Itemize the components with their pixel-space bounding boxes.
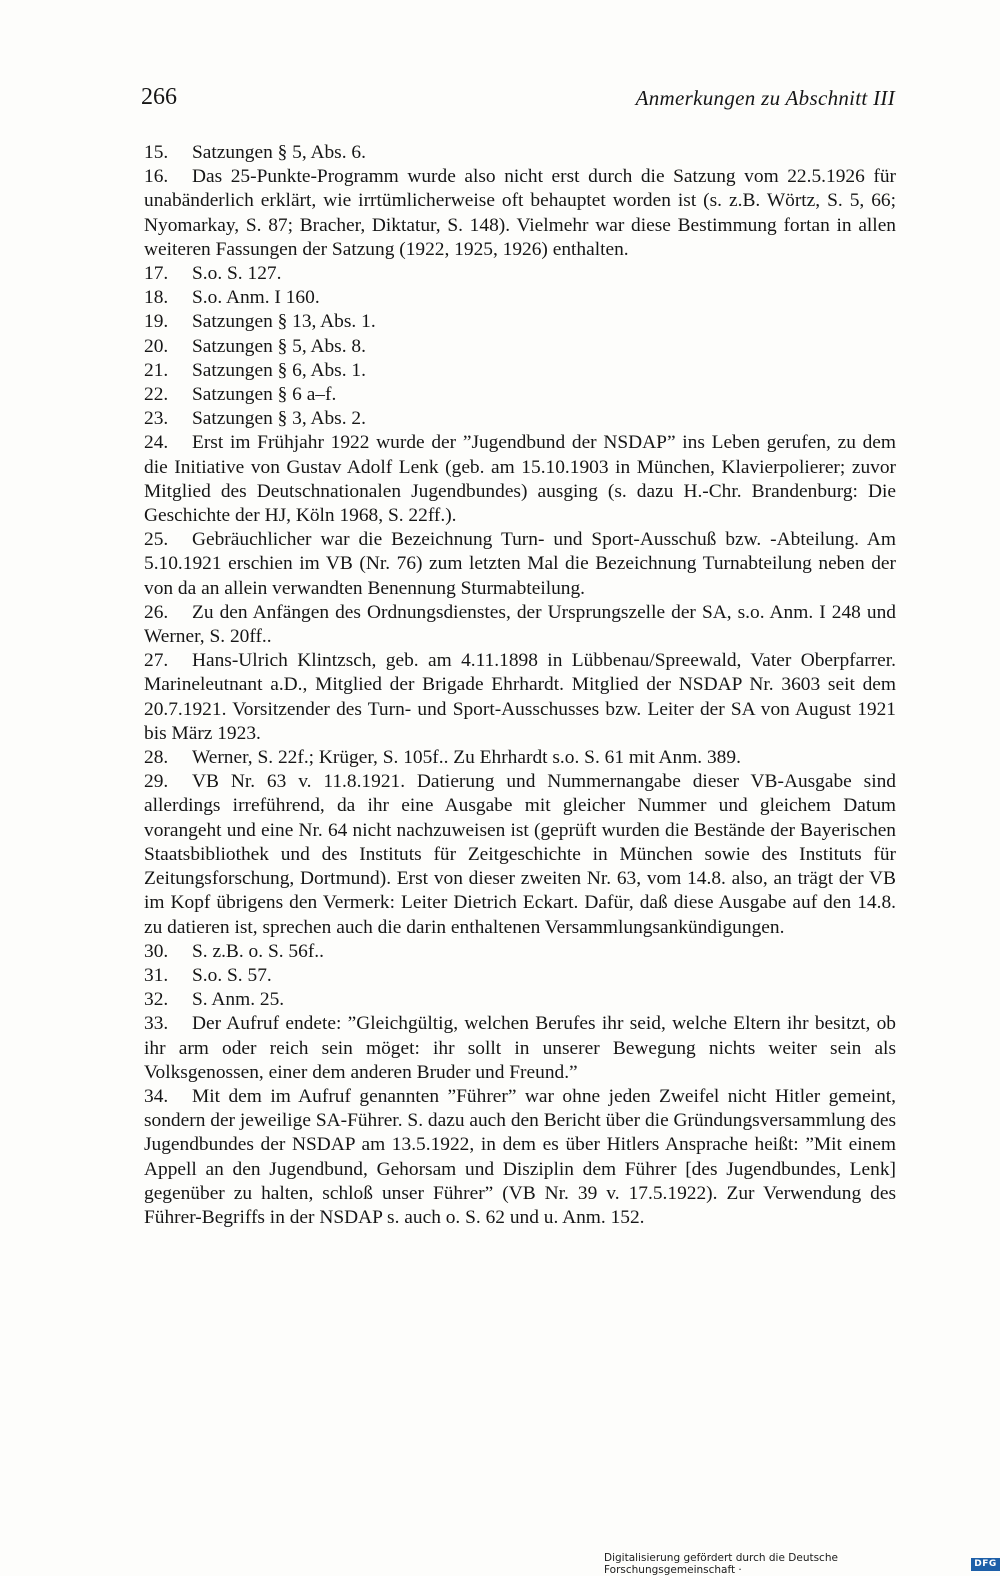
page-header (141, 81, 895, 115)
note-number: 16. (144, 166, 169, 188)
note-number: 25. (144, 529, 169, 551)
note-20 (144, 335, 896, 359)
note-18 (144, 286, 896, 310)
note-number: 33. (144, 1013, 169, 1035)
note-text: S.o. S. 57. (192, 964, 272, 986)
note-number: 28. (144, 747, 169, 769)
note-text: Satzungen § 6 a–f. (192, 384, 337, 406)
running-head: Anmerkungen zu Abschnitt III (635, 86, 895, 110)
note-text: Werner, S. 22f.; Krüger, S. 105f.. Zu Ehrhardt s.o. S. 61 mit Anm. 389. (192, 747, 741, 769)
note-number: 27. (144, 650, 169, 672)
note-number: 26. (144, 601, 169, 623)
note-29 (144, 770, 896, 939)
note-33 (144, 1012, 896, 1085)
note-26 (144, 601, 896, 649)
note-number: 22. (144, 384, 169, 406)
note-27 (144, 649, 896, 746)
note-34 (144, 1085, 896, 1230)
digitization-footer (604, 1552, 1000, 1576)
note-text: S. z.B. o. S. 56f.. (192, 940, 324, 962)
endnotes-list (144, 141, 896, 1230)
note-32 (144, 988, 896, 1012)
note-text: Das 25-Punkte-Programm wurde also nicht erst durch die Satzung vom 22.5.1926 für unabänderlich erklärt, wie irrtümlicherweise oft behauptet worden ist (s. z.B. Wörtz, S. 5, 66; Nyomarkay, S. 87; Bracher, Diktatur, S. 148). Vielmehr war diese Bestimmung fortan in allen weiteren Fassungen der Satzung (1922, 1925, 1926) enthalten. (144, 166, 896, 260)
dfg-logo-icon: DFG (971, 1558, 1000, 1571)
note-number: 34. (144, 1085, 169, 1107)
note-21 (144, 359, 896, 383)
note-number: 20. (144, 335, 169, 357)
note-text: Satzungen § 6, Abs. 1. (192, 359, 366, 381)
note-number: 19. (144, 311, 169, 333)
note-19 (144, 310, 896, 334)
note-number: 30. (144, 940, 169, 962)
note-30 (144, 940, 896, 964)
note-number: 18. (144, 287, 169, 309)
note-17 (144, 262, 896, 286)
page-number: 266 (141, 84, 177, 110)
note-text: Satzungen § 5, Abs. 8. (192, 335, 366, 357)
note-16 (144, 165, 896, 262)
note-number: 24. (144, 432, 169, 454)
note-text: S.o. S. 127. (192, 263, 282, 285)
digitization-credit: Digitalisierung gefördert durch die Deutsche Forschungsgemeinschaft · (604, 1552, 838, 1576)
note-15 (144, 141, 896, 165)
note-text: Zu den Anfängen des Ordnungsdienstes, der Ursprungszelle der SA, s.o. Anm. I 248 und Werner, S. 20ff.. (144, 601, 896, 648)
note-number: 29. (144, 771, 169, 793)
note-22 (144, 383, 896, 407)
note-text: Erst im Frühjahr 1922 wurde der ”Jugendbund der NSDAP” ins Leben gerufen, zu dem die Initiative von Gustav Adolf Lenk (geb. am 15.10.1903 in München, Klavierpolierer; zuvor Mitglied des Deutschnationalen Jugendbundes) ausging (s. dazu H.-Chr. Brandenburg: Die Geschichte der HJ, Köln 1968, S. 22ff.). (144, 432, 896, 527)
note-25 (144, 528, 896, 601)
note-text: Satzungen § 13, Abs. 1. (192, 311, 376, 333)
note-number: 17. (144, 263, 169, 285)
note-text: Satzungen § 5, Abs. 6. (192, 142, 366, 163)
note-number: 21. (144, 359, 169, 381)
note-28 (144, 746, 896, 770)
note-number: 31. (144, 964, 169, 986)
note-23 (144, 407, 896, 431)
note-number: 15. (144, 142, 169, 163)
note-text: S. Anm. 25. (192, 989, 285, 1011)
note-24 (144, 431, 896, 528)
note-text: VB Nr. 63 v. 11.8.1921. Datierung und Nummernangabe dieser VB-Ausgabe sind allerdings irreführend, da ihr eine Ausgabe mit gleicher Nummer und gleichem Datum vorangeht und eine Nr. 64 nicht nachzuweisen ist (geprüft wurden die Bestände der Bayerischen Staatsbibliothek und des Instituts für Zeitgeschichte in München sowie des Instituts für Zeitungsforschung, Dortmund). Erst von dieser zweiten Nr. 63, vom 14.8. also, an trägt der VB im Kopf übrigens den Vermerk: Leiter Dietrich Eckart. Dafür, daß diese Ausgabe auf den 14.8. zu datieren ist, sprechen auch die darin enthaltenen Versammlungsankündigungen. (144, 771, 896, 938)
note-31 (144, 964, 896, 988)
note-text: Hans-Ulrich Klintzsch, geb. am 4.11.1898 in Lübbenau/Spreewald, Vater Oberpfarrer. Marineleutnant a.D., Mitglied der Brigade Ehrhardt. Mitglied der NSDAP Nr. 3603 seit dem 20.7.1921. Vorsitzender des Turn- und Sport-Ausschusses bzw. Leiter der SA von August 1921 bis März 1923. (144, 650, 896, 744)
note-text: S.o. Anm. I 160. (192, 287, 320, 309)
note-text: Gebräuchlicher war die Bezeichnung Turn- und Sport-Ausschuß bzw. -Abteilung. Am 5.10.1921 erschien im VB (Nr. 76) zum letzten Mal die Bezeichnung Turnabteilung neben der von da an allein verwandten Benennung Sturmabteilung. (144, 529, 896, 599)
note-text: Satzungen § 3, Abs. 2. (192, 408, 366, 430)
note-number: 32. (144, 989, 169, 1011)
note-text: Mit dem im Aufruf genannten ”Führer” war ohne jeden Zweifel nicht Hitler gemeint, sondern der jeweilige SA-Führer. S. dazu auch den Bericht über die Gründungsversammlung des Jugendbundes der NSDAP am 13.5.1922, in dem es über Hitlers Ansprache heißt: ”Mit einem Appell an den Jugendbund, Gehorsam und Disziplin dem Führer [des Jugendbundes, Lenk] gegenüber zu halten, schloß unser Führer” (VB Nr. 39 v. 17.5.1922). Zur Verwendung des Führer-Begriffs in der NSDAP s. auch o. S. 62 und u. Anm. 152. (144, 1085, 896, 1228)
note-text: Der Aufruf endete: ”Gleichgültig, welchen Berufes ihr seid, welche Eltern ihr besitzt, ob ihr arm oder reich sein möget: ihr sollt in unserer Bewegung nichts weiter sein als Volksgenossen, einer dem anderen Bruder und Freund.” (144, 1013, 896, 1083)
note-number: 23. (144, 408, 169, 430)
